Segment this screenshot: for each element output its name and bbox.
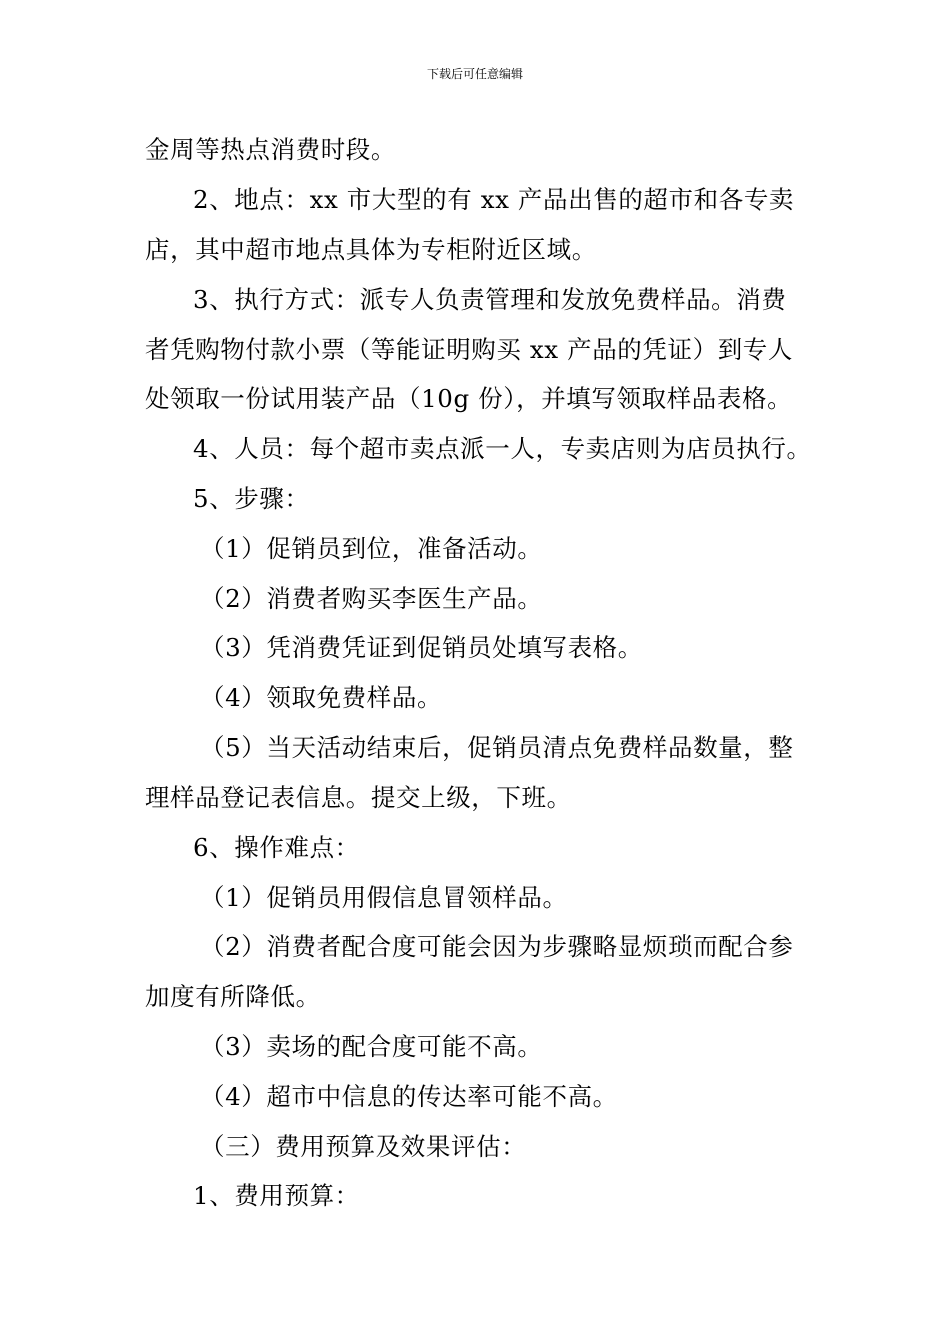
body-line: （4）超市中信息的传达率可能不高。	[200, 1082, 618, 1111]
body-line: （1）促销员用假信息冒领样品。	[200, 883, 568, 912]
body-line: 2、地点：xx 市大型的有 xx 产品出售的超市和各专卖	[193, 185, 795, 214]
body-line: （4）领取免费样品。	[200, 683, 443, 712]
body-line: （3）卖场的配合度可能不高。	[200, 1032, 543, 1061]
body-line: 加度有所降低。	[145, 982, 321, 1011]
body-line: 1、费用预算：	[193, 1181, 360, 1210]
body-line: （3）凭消费凭证到促销员处填写表格。	[200, 633, 643, 662]
body-line: （5）当天活动结束后，促销员清点免费样品数量，整	[200, 733, 794, 762]
body-line: 店，其中超市地点具体为专柜附近区域。	[145, 235, 597, 264]
body-line: （2）消费者配合度可能会因为步骤略显烦琐而配合参	[200, 932, 794, 961]
page-header-note: 下载后可任意编辑	[426, 67, 523, 81]
body-line: 3、执行方式：派专人负责管理和发放免费样品。消费	[193, 285, 787, 314]
body-line: （2）消费者购买李医生产品。	[200, 584, 543, 613]
body-line: 4、人员：每个超市卖点派一人，专卖店则为店员执行。	[193, 434, 812, 463]
body-line: 5、步骤：	[193, 484, 310, 513]
body-line: （1）促销员到位，准备活动。	[200, 534, 543, 563]
body-line: 者凭购物付款小票（等能证明购买 xx 产品的凭证）到专人	[145, 335, 794, 364]
body-line: 处领取一份试用装产品（10g 份），并填写领取样品表格。	[145, 384, 793, 413]
body-line: （三）费用预算及效果评估：	[200, 1132, 527, 1161]
body-line: 金周等热点消费时段。	[145, 135, 396, 164]
body-line: 6、操作难点：	[193, 833, 360, 862]
body-line: 理样品登记表信息。提交上级，下班。	[145, 783, 572, 812]
